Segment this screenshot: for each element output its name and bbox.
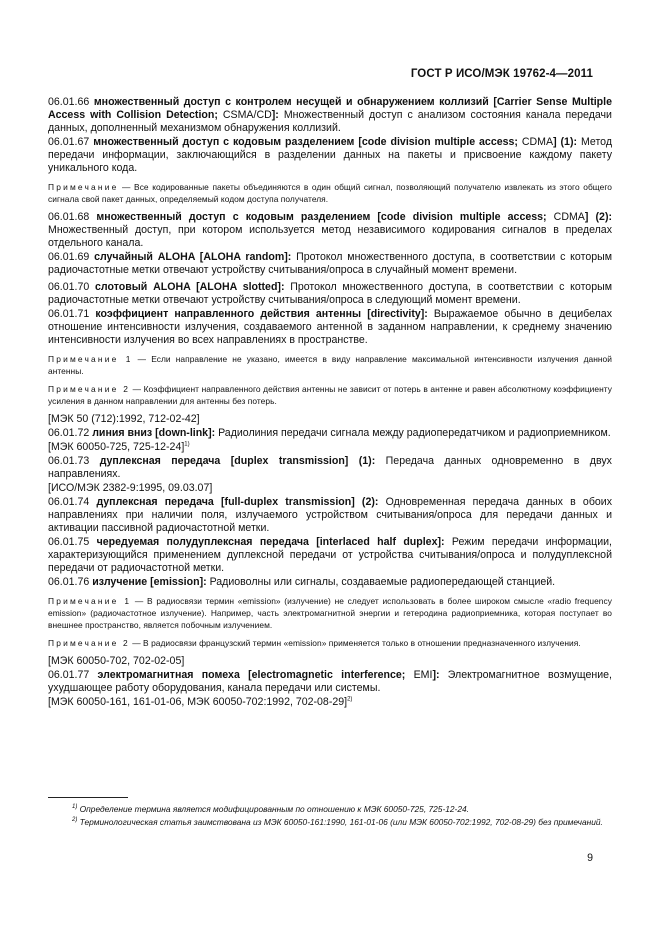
entry-number: 06.01.76 [48,576,90,588]
note-text: — В радиосвязи термин «emission» (излучение) не следует использовать в более широком смысле «radio frequency emission» (радиочастотное излучение). Например, часть электромагнитной энергии и гетеродина радиоприемника, которая поступает во внешнее пространство, является побочным излучением. [48,596,612,630]
page-number: 9 [587,852,593,864]
term-entry-06-01-70 [48,281,612,307]
entry-term: дуплексная передача [duplex transmission] (1): [99,455,376,467]
term-entry-06-01-72 [48,427,612,440]
term-entry-06-01-73 [48,455,612,481]
note-text: — В радиосвязи французский термин «emission» применяется только в отношении предназначенного излучения. [129,638,581,648]
entry-number: 06.01.67 [48,136,90,148]
entry-term-end: ]: [271,109,279,121]
footnote-mark: 1) [72,804,78,811]
footnote-2 [48,816,612,829]
entry-abbr: CSMA/CD [217,109,272,121]
entry-term: чередуемая полудуплексная передача [interlaced half duplex]: [96,536,445,548]
entry-term: излучение [emission]: [92,576,207,588]
note-label: Примечание [48,384,119,394]
note-1-06-01-71 [48,353,612,377]
note-label: Примечание [48,596,119,606]
entry-number: 06.01.68 [48,211,90,223]
entry-abbr: CDMA [517,136,554,148]
entry-term: случайный ALOHA [ALOHA random]: [94,251,292,263]
source-reference [48,441,612,454]
note-number: 2 [118,384,131,394]
source-reference: [МЭК 50 (712):1992, 712-02-42] [48,413,200,425]
note-label: Примечание [48,638,119,648]
term-entry-06-01-76 [48,576,612,589]
term-entry-06-01-77 [48,669,612,695]
entry-term: множественный доступ с кодовым разделением [code division multiple access; [93,136,518,148]
entry-definition: Одновременная передача данных в обоих направлениях при наличии поля, излучаемого устройством считывания/опроса для передачи данных и активации пассивной радиочастотной метки. [48,496,612,534]
reference-text: [МЭК 60050-161, 161-01-06, МЭК 60050-702:1992, 702-08-29] [48,696,348,708]
entry-abbr: CDMA [546,211,585,223]
note-label: Примечание [48,182,119,192]
footnotes [48,803,612,829]
footnote-mark: 2) [72,817,78,824]
source-reference [48,696,612,709]
reference-text: [МЭК 60050-725, 725-12-24] [48,441,185,453]
entry-definition: Радиоволны или сигналы, создаваемые радиопередающей станцией. [206,576,556,588]
entry-number: 06.01.71 [48,308,90,320]
entry-term: коэффициент направленного действия антенны [directivity]: [95,308,428,320]
term-entry-06-01-75 [48,536,612,575]
note-number: 2 [118,638,130,648]
note-number: 1 [118,596,132,606]
footnote-ref: 2) [347,696,353,703]
term-entry-06-01-69 [48,251,612,277]
entry-number: 06.01.72 [48,427,90,439]
note-label: Примечание [48,354,119,364]
term-entry-06-01-67 [48,136,612,175]
footnote-text: Определение термина является модифицированным по отношению к МЭК 60050-725, 725-12-24. [77,804,469,814]
note-text: — Все кодированные пакеты объединяются в один общий сигнал, позволяющий получателю извлекать из этого общего сигнала свой пакет данных, определяемый кодом доступа получателя. [48,182,612,204]
note-text: — Если направление не указано, имеется в виду направление максимальной интенсивности излучения данной антенны. [48,354,612,376]
note-2-06-01-76 [48,637,612,649]
entry-term: дуплексная передача [full-duplex transmission] (2): [96,496,379,508]
note-text: — Коэффициент направленного действия антенны не зависит от потерь в антенне и равен абсолютному коэффициенту усиления в данном направлении для антенны без потерь. [48,384,612,406]
entry-definition: Электромагнитное возмущение, ухудшающее работу оборудования, канала передачи или системы. [48,669,612,694]
note-06-01-67 [48,181,612,205]
entry-term: слотовый ALOHA [ALOHA slotted]: [95,281,285,293]
source-reference: [ИСО/МЭК 2382-9:1995, 09.03.07] [48,482,213,494]
entry-term: множественный доступ с кодовым разделением [code division multiple access; [96,211,547,223]
source-reference: [МЭК 60050-702, 702-02-05] [48,655,185,667]
entry-number: 06.01.70 [48,281,90,293]
term-entry-06-01-68 [48,211,612,250]
entry-number: 06.01.75 [48,536,90,548]
footnote-ref: 1) [184,441,190,448]
entry-definition: Протокол множественного доступа, в соответствии с которым радиочастотные метки отвечают устройству считывания/опроса в следующий момент времени. [48,281,612,306]
entry-number: 06.01.66 [48,96,90,108]
entry-term-end: ] (1): [553,136,578,148]
entry-term: линия вниз [down-link]: [92,427,216,439]
entry-number: 06.01.69 [48,251,90,263]
entry-definition: Выражаемое обычно в децибелах отношение интенсивности излучения, создаваемого антенной в заданном направлении, к среднему значению интенсивности излучения во всех направлениях в пространстве. [48,308,612,346]
entry-definition: Передача данных одновременно в двух направлениях. [48,455,612,480]
entry-definition: Множественный доступ, при котором используется метод независимого кодирования сигналов в пределах отдельного канала. [48,224,612,249]
entry-definition: Радиолиния передачи сигнала между радиопередатчиком и радиоприемником. [215,427,611,439]
footnote-text: Терминологическая статья заимствована из МЭК 60050-161:1990, 161-01-06 (или МЭК 60050-702:1992, 702-08-29) без примечаний. [77,817,603,827]
entry-definition: Метод передачи информации, заключающийся в разделении данных на пакеты и присвоение каждому пакету уникального кода. [48,136,613,174]
entry-abbr: EMI [405,669,433,681]
note-1-06-01-76 [48,595,612,631]
entry-number: 06.01.74 [48,496,90,508]
entry-number: 06.01.73 [48,455,90,467]
terms-content [48,96,612,710]
entry-definition: Протокол множественного доступа, в соответствии с которым радиочастотные метки отвечают устройству считывания/опроса в случайный момент времени. [48,251,612,276]
standard-header: ГОСТ Р ИСО/МЭК 19762-4—2011 [410,68,593,80]
entry-term: электромагнитная помеха [electromagnetic interference; [97,669,406,681]
term-entry-06-01-66 [48,96,612,135]
entry-number: 06.01.77 [48,669,90,681]
entry-term-end: ] (2): [584,211,613,223]
entry-definition: Режим передачи информации, характеризующийся применением дуплексной передачи от устройства считывания/опроса и полудуплексной передачи от радиочастотной метки. [48,536,612,574]
note-2-06-01-71 [48,383,612,407]
term-entry-06-01-74 [48,496,612,535]
entry-term: множественный доступ с контролем несущей и обнаружением коллизий [Carrier Sense Multiple Access with Collision Detection; [48,96,612,121]
footnote-1 [48,803,612,816]
note-number: 1 [118,354,133,364]
entry-definition: Множественный доступ с анализом состояния канала передачи данных, дополненный механизмом обнаружения коллизий. [48,109,612,134]
footnote-divider [48,797,128,798]
entry-term-end: ]: [432,669,440,681]
term-entry-06-01-71 [48,308,612,347]
